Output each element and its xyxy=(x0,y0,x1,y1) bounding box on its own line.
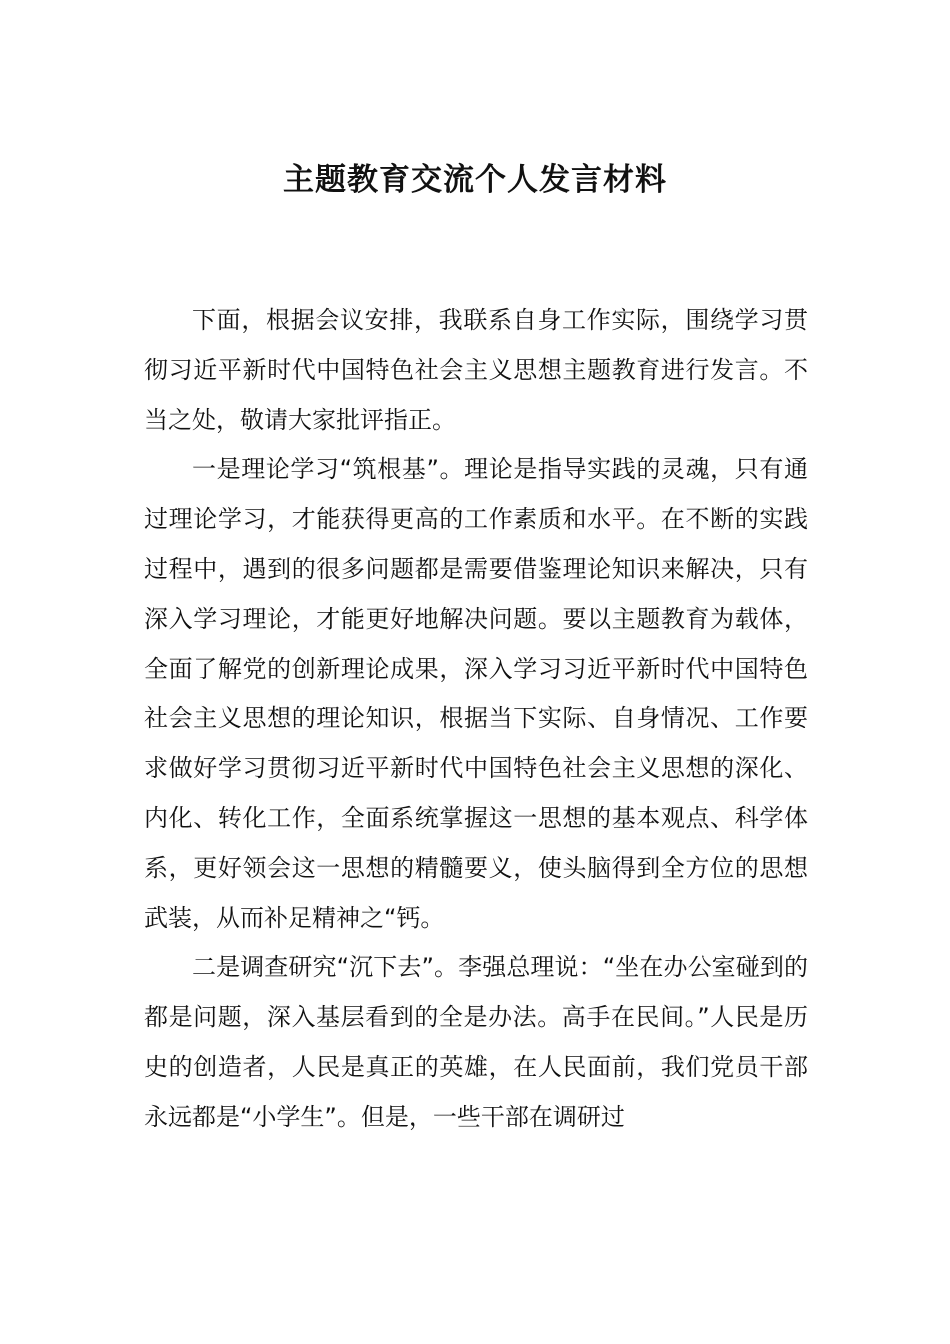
paragraph-investigation: 二是调查研究“沉下去”。李强总理说：“坐在办公室碰到的都是问题，深入基层看到的全是办法。高手在民间。”人民是历史的创造者，人民是真正的英雄，在人民面前，我们党员干部永远都是“小学生”。但是，一些干部在调研过 xyxy=(144,953,808,1131)
paragraph-intro: 下面，根据会议安排，我联系自身工作实际，围绕学习贯彻习近平新时代中国特色社会主义思想主题教育进行发言。不当之处，敬请大家批评指正。 xyxy=(144,306,808,434)
paragraph-theory-study: 一是理论学习“筑根基”。理论是指导实践的灵魂，只有通过理论学习，才能获得更高的工作素质和水平。在不断的实践过程中，遇到的很多问题都是需要借鉴理论知识来解决，只有深入学习理论，才能更好地解决问题。要以主题教育为载体，全面了解党的创新理论成果，深入学习习近平新时代中国特色社会主义思想的理论知识，根据当下实际、自身情况、工作要求做好学习贯彻习近平新时代中国特色社会主义思想的深化、内化、转化工作，全面系统掌握这一思想的基本观点、科学体系，更好领会这一思想的精髓要义，使头脑得到全方位的思想武装，从而补足精神之“钙。 xyxy=(144,455,808,932)
document-title: 主题教育交流个人发言材料 xyxy=(283,162,667,198)
document-body xyxy=(144,296,808,1143)
